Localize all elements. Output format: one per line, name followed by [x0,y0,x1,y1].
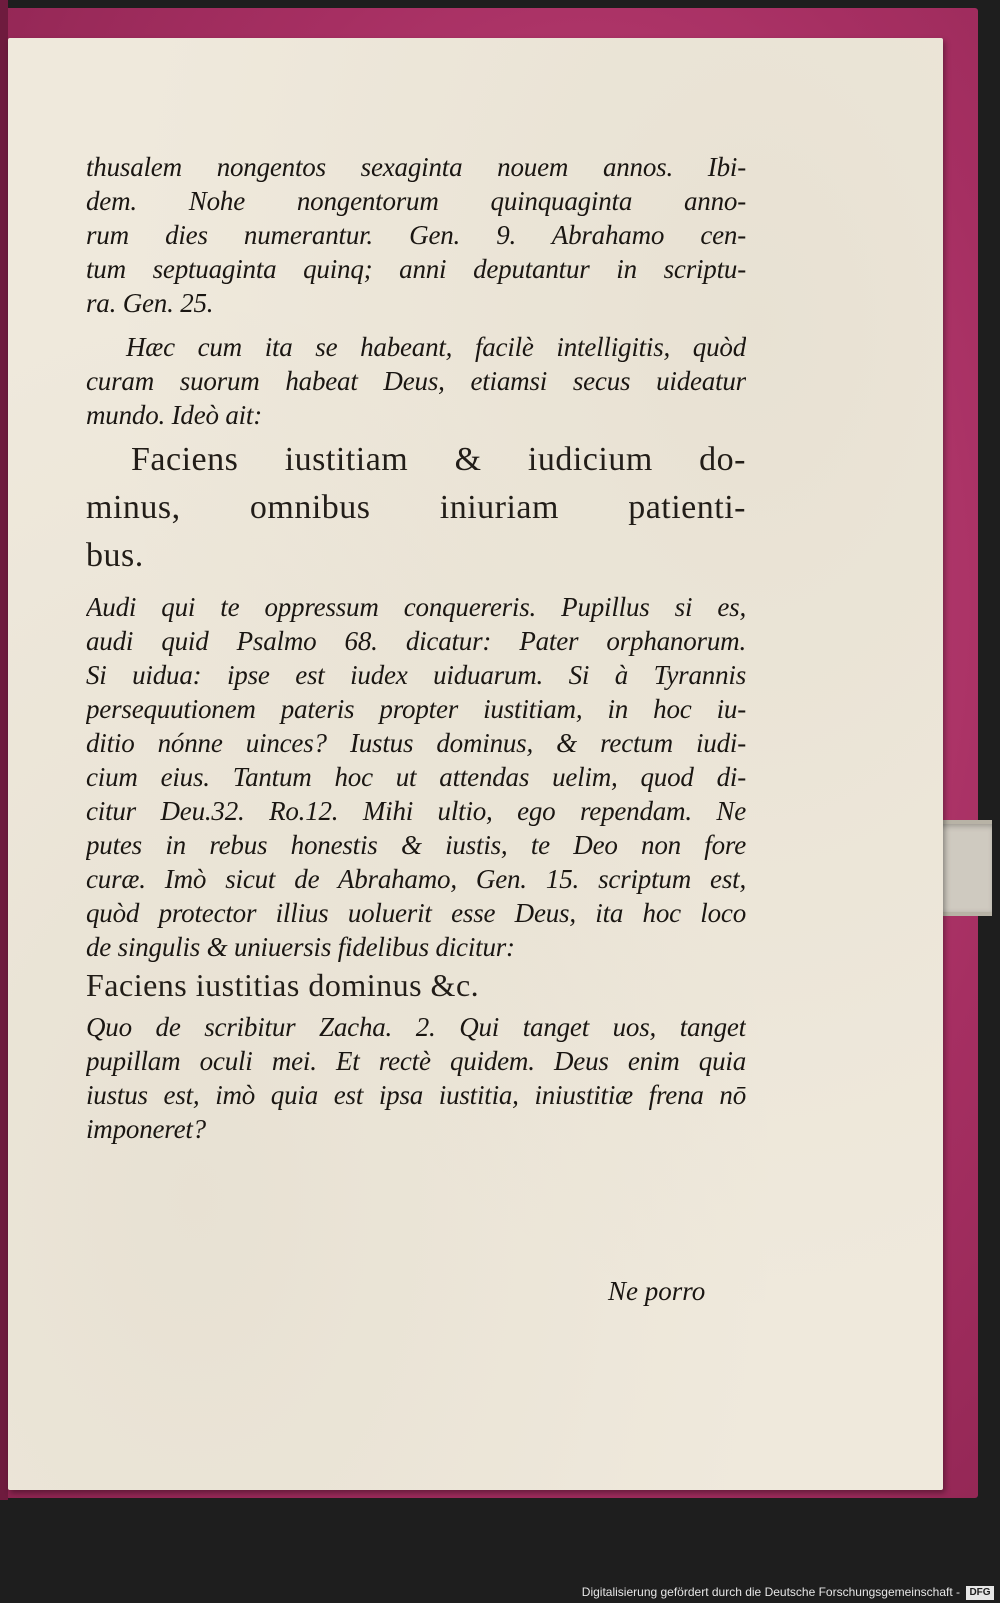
text-line: pupillam oculi mei. Et rectè quidem. Deus enim quia [86,1046,746,1076]
text-line: dem. Nohe nongentorum quinquaginta anno- [86,186,746,216]
catchword: Ne porro [608,1276,706,1306]
text-line: persequutionem pateris propter iustitiam, in hoc iu- [86,694,746,724]
text-line: thusalem nongentos sexaginta nouem annos. Ibi- [86,152,746,182]
paragraph-2 [86,330,746,432]
paragraph-4 [86,1010,746,1146]
heading-line: Faciens iustitias dominus &c. [86,967,480,1003]
dfg-logo-icon: DFG [966,1586,994,1600]
footer-bar [0,1581,1000,1603]
heading-2 [86,964,746,1006]
text-line: de singulis & uniuersis fidelibus dicitur: [86,932,515,962]
text-line: Audi qui te oppressum conquereris. Pupillus si es, [86,592,746,622]
heading-1 [86,436,746,580]
paragraph-3 [86,590,746,964]
heading-line: bus. [86,537,144,574]
text-line: mundo. Ideò ait: [86,400,263,430]
book-spine [0,0,8,1500]
text-line: cium eius. Tantum hoc ut attendas uelim, quod di- [86,762,746,792]
text-line: tum septuaginta quinq; anni deputantur in scriptu- [86,254,746,284]
footer-credit: Digitalisierung gefördert durch die Deutsche Forschungsgemeinschaft - [581,1585,960,1599]
text-line: curæ. Imò sicut de Abrahamo, Gen. 15. scriptum est, [86,864,746,894]
text-line: audi quid Psalmo 68. dicatur: Pater orphanorum. [86,626,746,656]
text-line: Quo de scribitur Zacha. 2. Qui tanget uos, tanget [86,1012,746,1042]
paragraph-1 [86,150,746,320]
book-page [8,38,943,1490]
text-line: rum dies numerantur. Gen. 9. Abrahamo cen- [86,220,746,250]
heading-line: Faciens iustitiam & iudicium do- [131,441,746,478]
text-line: curam suorum habeat Deus, etiamsi secus uideatur [86,366,746,396]
text-line: Hæc cum ita se habeant, facilè intelligitis, quòd [126,332,746,362]
text-line: Si uidua: ipse est iudex uiduarum. Si à Tyrannis [86,660,746,690]
text-line: citur Deu.32. Ro.12. Mihi ultio, ego rependam. Ne [86,796,746,826]
text-line: ra. Gen. 25. [86,288,214,318]
text-line: quòd protector illius uoluerit esse Deus, ita hoc loco [86,898,746,928]
text-line: iustus est, imò quia est ipsa iustitia, iniustitiæ frena nō [86,1080,746,1110]
heading-line: minus, omnibus iniuriam patienti- [86,489,746,526]
text-line: putes in rebus honestis & iustis, te Deo non fore [86,830,746,860]
text-line: ditio nónne uinces? Iustus dominus, & rectum iudi- [86,728,746,758]
text-line: imponeret? [86,1114,206,1144]
page-text-block [86,150,746,1146]
